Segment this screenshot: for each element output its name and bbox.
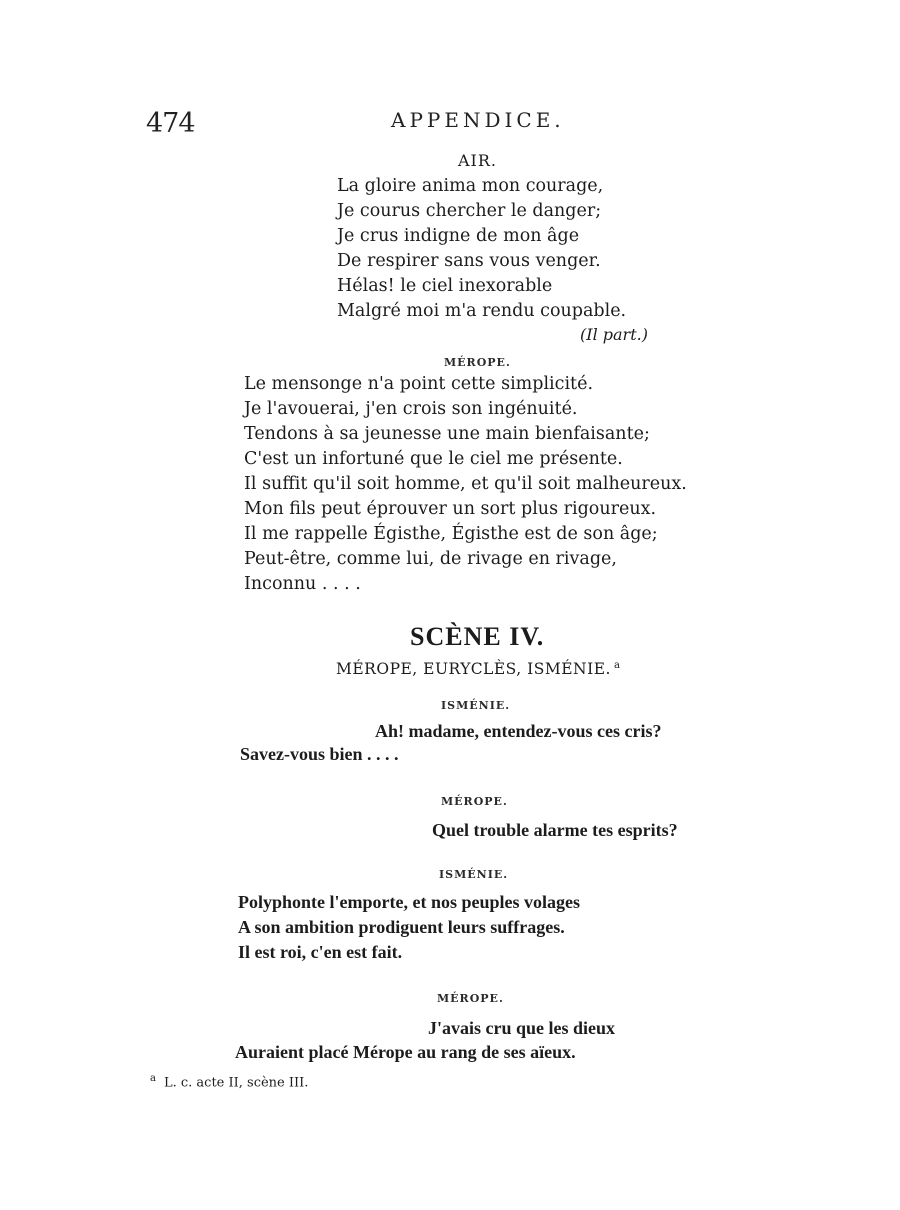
verse-line: Quel trouble alarme tes esprits?	[432, 820, 678, 840]
verse-line: Tendons à sa jeunesse une main bienfaisante;	[244, 424, 650, 444]
verse-line: Mon fils peut éprouver un sort plus rigoureux.	[244, 499, 657, 519]
speaker-label: MÉROPE.	[444, 356, 511, 369]
verse-line: A son ambition prodiguent leurs suffrages.	[238, 917, 565, 937]
scene-title: SCÈNE IV.	[410, 622, 545, 651]
speaker-label: MÉROPE.	[441, 795, 508, 808]
air-verse	[337, 174, 626, 324]
verse-line: C'est un infortuné que le ciel me présente.	[244, 449, 623, 469]
verse-line: Inconnu . . . .	[244, 574, 361, 594]
verse-line: Je crus indigne de mon âge	[337, 226, 580, 246]
footnote-text: L. c. acte II, scène III.	[163, 1075, 309, 1091]
verse-line: Polyphonte l'emporte, et nos peuples volages	[238, 892, 580, 912]
verse-line: Ah! madame, entendez-vous ces cris?	[375, 721, 662, 741]
speaker-label: MÉROPE.	[437, 992, 504, 1005]
verse-line: Je l'avouerai, j'en crois son ingénuité.	[244, 399, 578, 419]
footnote	[150, 1073, 308, 1090]
verse-line: Peut-être, comme lui, de rivage en rivage,	[244, 549, 617, 569]
verse-line: Il est roi, c'en est fait.	[238, 942, 403, 962]
speaker-label: ISMÉNIE.	[441, 699, 511, 712]
verse-line: Auraient placé Mérope au rang de ses aïeux.	[235, 1042, 576, 1062]
scene-characters-text: MÉROPE, EURYCLÈS, ISMÉNIE.	[336, 660, 611, 679]
page-number: 474	[146, 108, 195, 139]
verse-line: De respirer sans vous venger.	[337, 251, 601, 271]
scene-characters	[336, 660, 620, 678]
verse-line: Je courus chercher le danger;	[337, 201, 602, 221]
verse-line: Malgré moi m'a rendu coupable.	[337, 301, 627, 321]
air-heading: AIR.	[458, 151, 498, 170]
ismenie-speech-verse	[238, 890, 580, 965]
verse-line: Hélas! le ciel inexorable	[337, 276, 553, 296]
verse-line: J'avais cru que les dieux	[428, 1018, 616, 1038]
footnote-marker: a	[150, 1073, 156, 1084]
merope-speech-verse	[244, 372, 687, 597]
verse-line: Il suffit qu'il soit homme, et qu'il soit malheureux.	[244, 474, 687, 494]
footnote-marker: a	[613, 660, 621, 671]
verse-line: Savez-vous bien . . . .	[240, 744, 399, 764]
verse-line: Le mensonge n'a point cette simplicité.	[244, 374, 594, 394]
running-title: APPENDICE.	[391, 108, 565, 132]
verse-line: La gloire anima mon courage,	[337, 176, 604, 196]
stage-direction: (Il part.)	[580, 325, 648, 344]
speaker-label: ISMÉNIE.	[439, 868, 509, 881]
verse-line: Il me rappelle Égisthe, Égisthe est de son âge;	[244, 524, 658, 544]
